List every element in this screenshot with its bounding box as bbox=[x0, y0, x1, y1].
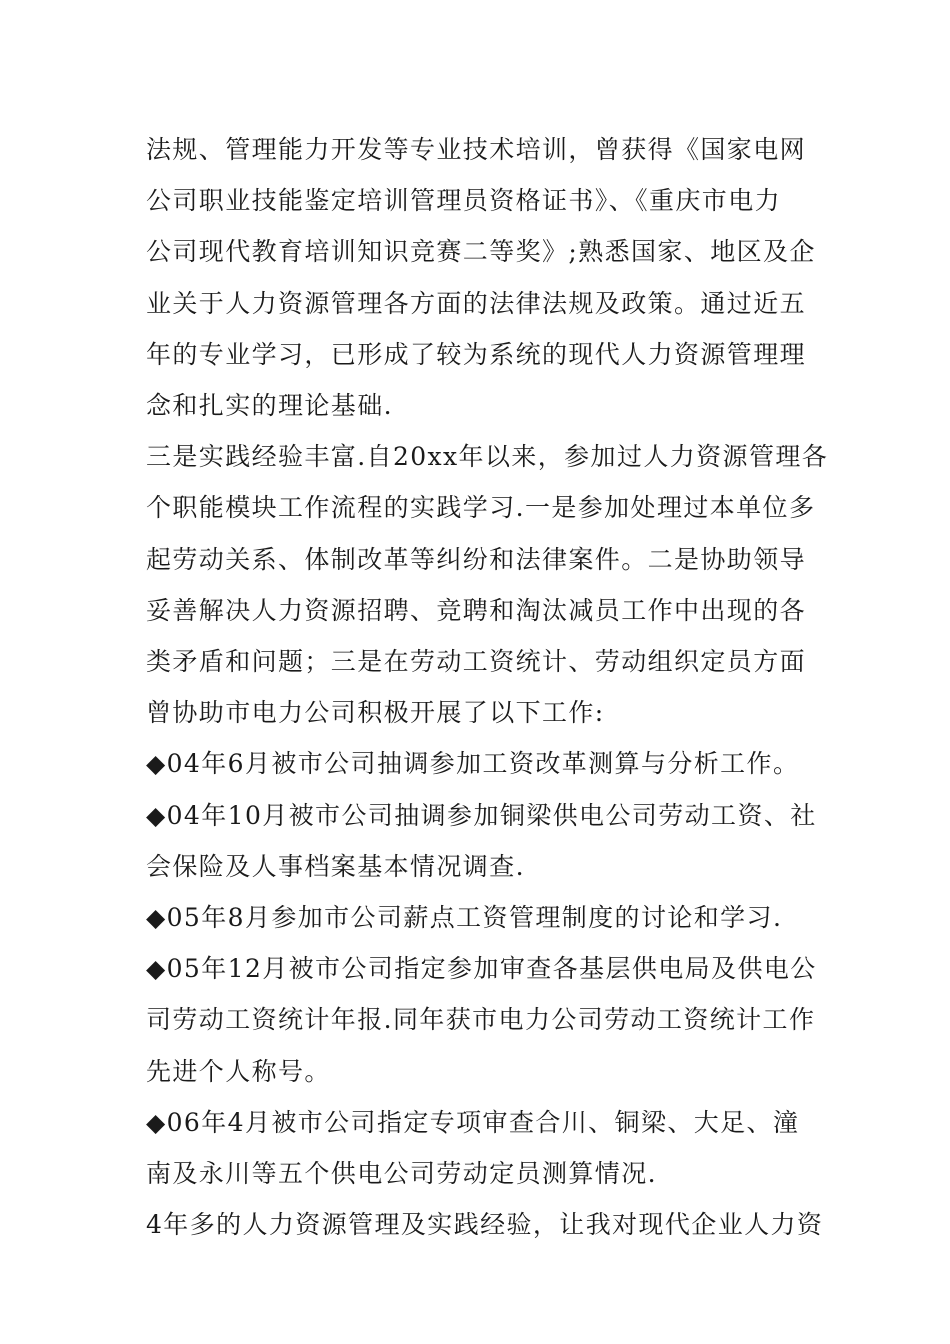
text-line: 4年多的人力资源管理及实践经验，让我对现代企业人力资 bbox=[146, 1210, 824, 1240]
text-line: 个职能模块工作流程的实践学习.一是参加处理过本单位多 bbox=[146, 493, 816, 523]
text-line: 年的专业学习，已形成了较为系统的现代人力资源管理理 bbox=[146, 339, 807, 369]
text-line: 念和扎实的理论基础. bbox=[146, 391, 393, 421]
text-line: 妥善解决人力资源招聘、竞聘和淘汰减员工作中出现的各 bbox=[146, 595, 807, 625]
bullet-item-2004-june bbox=[146, 738, 811, 789]
bullet-item-2004-october bbox=[146, 790, 817, 892]
paragraph-summary bbox=[146, 1199, 824, 1250]
text-line: 公司职业技能鉴定培训管理员资格证书》、《重庆市电力 bbox=[146, 186, 782, 216]
text-line: 业关于人力资源管理各方面的法律法规及政策。通过近五 bbox=[146, 288, 807, 318]
text-line: ◆05年8月参加市公司薪点工资管理制度的讨论和学习. bbox=[146, 903, 783, 933]
text-line: 先进个人称号。 bbox=[146, 1056, 331, 1086]
paragraph-practical-experience bbox=[146, 431, 829, 738]
text-line: 会保险及人事档案基本情况调查. bbox=[146, 851, 525, 881]
text-line: 司劳动工资统计年报.同年获市电力公司劳动工资统计工作 bbox=[146, 1005, 816, 1035]
text-line: 三是实践经验丰富.自20xx年以来，参加过人力资源管理各 bbox=[146, 442, 829, 472]
text-line: ◆06年4月被市公司指定专项审查合川、铜梁、大足、潼 bbox=[146, 1107, 800, 1137]
text-line: 起劳动关系、体制改革等纠纷和法律案件。二是协助领导 bbox=[146, 544, 807, 574]
document-page bbox=[146, 124, 829, 1250]
text-line: ◆05年12月被市公司指定参加审查各基层供电局及供电公 bbox=[146, 954, 817, 984]
text-line: 南及永川等五个供电公司劳动定员测算情况. bbox=[146, 1159, 657, 1189]
bullet-item-2006-april bbox=[146, 1097, 811, 1199]
text-line: 法规、管理能力开发等专业技术培训，曾获得《国家电网 bbox=[146, 135, 807, 164]
text-line: 公司现代教育培训知识竞赛二等奖》;熟悉国家、地区及企 bbox=[146, 237, 816, 267]
bullet-item-2005-august bbox=[146, 892, 811, 943]
text-line: ◆04年6月被市公司抽调参加工资改革测算与分析工作。 bbox=[146, 749, 800, 779]
paragraph-training-background bbox=[146, 124, 816, 431]
bullet-item-2005-december bbox=[146, 943, 817, 1097]
text-line: ◆04年10月被市公司抽调参加铜梁供电公司劳动工资、社 bbox=[146, 800, 817, 830]
text-line: 曾协助市电力公司积极开展了以下工作: bbox=[146, 698, 605, 728]
text-line: 类矛盾和问题；三是在劳动工资统计、劳动组织定员方面 bbox=[146, 647, 807, 677]
